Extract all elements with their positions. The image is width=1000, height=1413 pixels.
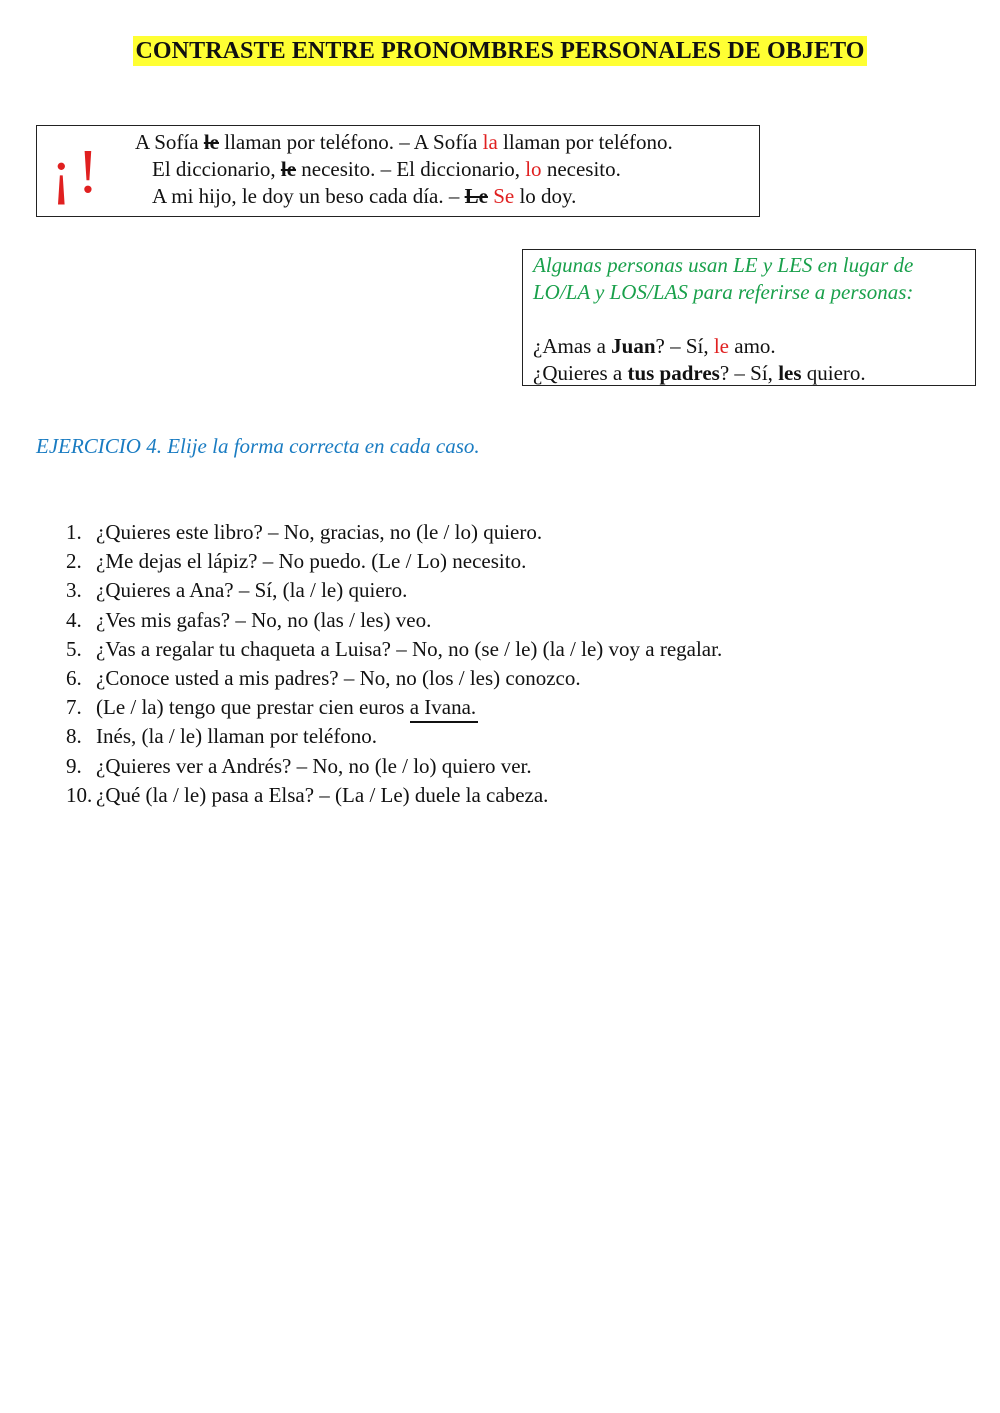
title-container: [0, 36, 1000, 66]
list-item: 1. ¿Quieres este libro? – No, gracias, no (le / lo) quiero.: [66, 520, 543, 544]
list-item: 10. ¿Qué (la / le) pasa a Elsa? – (La / Le) duele la cabeza.: [66, 782, 549, 807]
list-item: 8. Inés, (la / le) llaman por teléfono.: [66, 724, 378, 749]
leismo-example-1: ¿Amas a Juan? – Sí, le amo.: [533, 334, 776, 358]
spacer: [533, 306, 965, 333]
struck-pronoun: Le: [464, 184, 488, 208]
list-item: 6. ¿Conoce usted a mis padres? – No, no (los / les) conozco.: [66, 665, 581, 690]
note-line-1: A Sofía le llaman por teléfono. – A Sofía la llaman por teléfono.: [135, 130, 673, 154]
leismo-explanation-1: Algunas personas usan LE y LES en lugar de: [533, 253, 914, 277]
struck-pronoun: le: [203, 130, 219, 154]
warning-note-box: [36, 125, 760, 217]
note-line-3: A mi hijo, le doy un beso cada día. – Le Se lo doy.: [152, 184, 577, 208]
exclamation-icon: ¡!: [51, 138, 105, 206]
correct-pronoun: lo: [525, 157, 542, 181]
exercise-heading: EJERCICIO 4. Elije la forma correcta en cada caso.: [36, 434, 480, 458]
correct-pronoun: Se: [493, 184, 515, 208]
exercise-list: [66, 518, 722, 810]
leismo-example-2: ¿Quieres a tus padres? – Sí, les quiero.: [533, 361, 866, 385]
leismo-explanation-2: LO/LA y LOS/LAS para referirse a personas:: [533, 280, 914, 304]
list-item: 4. ¿Ves mis gafas? – No, no (las / les) veo.: [66, 607, 432, 632]
struck-pronoun: le: [280, 157, 297, 181]
list-item: 9. ¿Quieres ver a Andrés? – No, no (le / lo) quiero ver.: [66, 753, 532, 778]
note-line-2: El diccionario, le necesito. – El diccionario, lo necesito.: [152, 157, 621, 181]
underlined-referent: a Ivana.: [409, 695, 477, 720]
correct-pronoun: la: [482, 130, 498, 154]
list-item: 7. (Le / la) tengo que prestar cien euros a Ivana.: [66, 695, 477, 720]
list-item: 5. ¿Vas a regalar tu chaqueta a Luisa? – No, no (se / le) (la / le) voy a regalar.: [66, 636, 723, 661]
page-title: CONTRASTE ENTRE PRONOMBRES PERSONALES DE OBJETO: [135, 38, 865, 64]
leismo-note-box: [522, 249, 976, 386]
list-item: 2. ¿Me dejas el lápiz? – No puedo. (Le / Lo) necesito.: [66, 549, 527, 574]
list-item: 3. ¿Quieres a Ana? – Sí, (la / le) quiero.: [66, 578, 408, 603]
